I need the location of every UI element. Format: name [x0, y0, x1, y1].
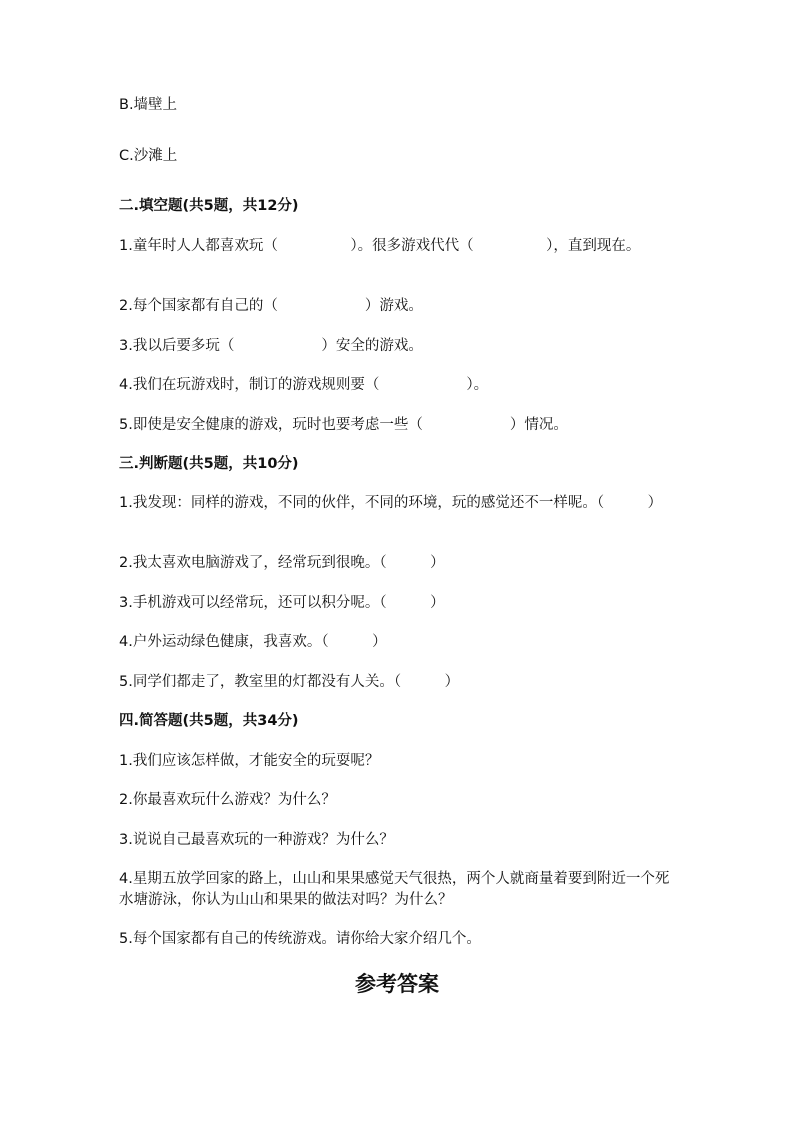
short-answer-heading: 四.简答题(共5题，共34分)	[119, 713, 299, 729]
true-false-q2: 2.我太喜欢电脑游戏了，经常玩到很晚。（ ）	[119, 555, 445, 571]
true-false-q5: 5.同学们都走了，教室里的灯都没有人关。（ ）	[119, 674, 460, 690]
answers-title: 参考答案	[355, 971, 439, 996]
true-false-q3: 3.手机游戏可以经常玩，还可以积分呢。（ ）	[119, 595, 445, 611]
short-answer-q4: 4.星期五放学回家的路上，山山和果果感觉天气很热，两个人就商量着要到附近一个死水塘游泳，你认为山山和果果的做法对吗？为什么？	[119, 871, 670, 908]
short-answer-q2: 2.你最喜欢玩什么游戏？为什么？	[119, 792, 336, 808]
fill-blank-q2: 2.每个国家都有自己的（ ）游戏。	[119, 298, 423, 314]
short-answer-q1: 1.我们应该怎样做，才能安全的玩耍呢？	[119, 753, 380, 769]
true-false-q4: 4.户外运动绿色健康，我喜欢。（ ）	[119, 634, 387, 650]
short-answer-q5: 5.每个国家都有自己的传统游戏。请你给大家介绍几个。	[119, 931, 481, 947]
fill-blank-q4: 4.我们在玩游戏时，制订的游戏规则要（ ）。	[119, 377, 489, 393]
fill-blank-q5: 5.即使是安全健康的游戏，玩时也要考虑一些（ ）情况。	[119, 417, 568, 433]
true-false-q1: 1.我发现：同样的游戏，不同的伙伴，不同的环境，玩的感觉还不一样呢。（ ）	[119, 495, 663, 511]
fill-blank-q1: 1.童年时人人都喜欢玩（ ）。很多游戏代代（ ），直到现在。	[119, 238, 641, 254]
option-b: B.墙壁上	[119, 97, 178, 113]
fill-blank-q3: 3.我以后要多玩（ ）安全的游戏。	[119, 338, 423, 354]
option-c: C.沙滩上	[119, 148, 178, 164]
fill-blank-heading: 二.填空题(共5题，共12分)	[119, 198, 299, 214]
short-answer-q3: 3.说说自己最喜欢玩的一种游戏？为什么？	[119, 832, 394, 848]
true-false-heading: 三.判断题(共5题，共10分)	[119, 456, 299, 472]
